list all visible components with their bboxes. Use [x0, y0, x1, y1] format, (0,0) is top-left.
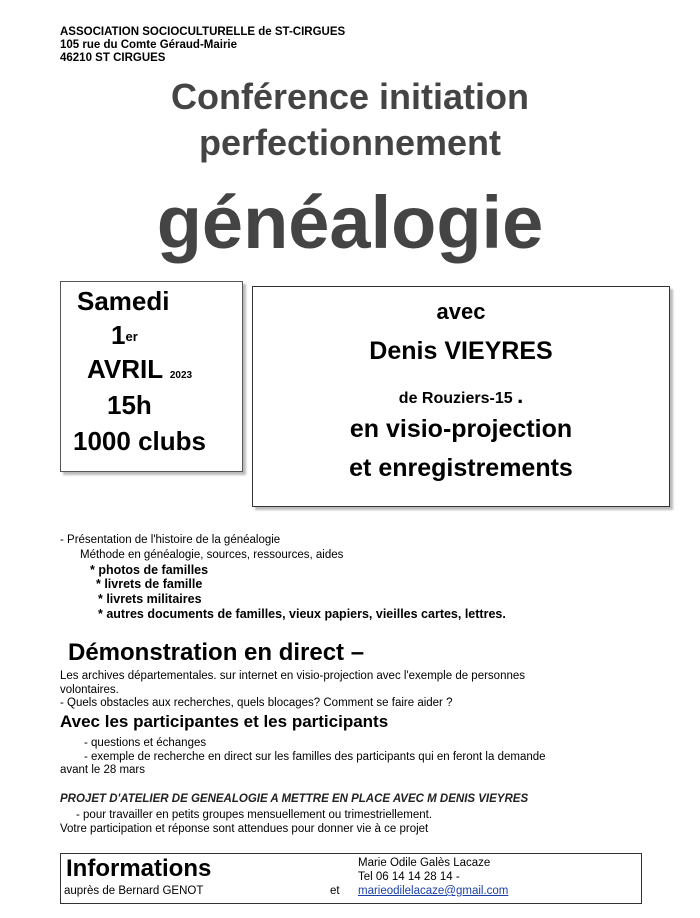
org-address: 105 rue du Comte Géraud-Mairie — [60, 39, 238, 51]
speaker-name: Denis VIEYRES — [369, 337, 553, 365]
info-et: et — [330, 885, 340, 897]
demo-heading: Démonstration en direct – — [68, 639, 365, 666]
contact-name: Marie Odile Galès Lacaze — [358, 857, 491, 869]
projet-line-1: - pour travailler en petits groupes mensuellement ou trimestriellement. — [76, 809, 433, 821]
projet-line-2: Votre participation et réponse sont attendues pour donner vie à ce projet — [60, 822, 429, 835]
demo-line-2: volontaires. — [60, 683, 119, 696]
list-item: * livrets militaires — [98, 592, 202, 607]
participants-line-3: avant le 28 mars — [60, 764, 146, 776]
contact-phone: Tel 06 14 14 28 14 - — [358, 871, 460, 883]
title-main: généalogie — [156, 181, 544, 264]
speaker-origin — [253, 383, 669, 409]
event-time: 15h — [107, 390, 152, 420]
demo-line-1: Les archives départementales. sur internet en visio-projection avec l'exemple de personnes — [60, 670, 526, 682]
organization-header — [60, 26, 345, 65]
date-box — [60, 281, 243, 472]
participants-heading: Avec les participantes et les participants — [60, 712, 389, 731]
program-list — [60, 533, 506, 622]
list-item: * livrets de famille — [96, 577, 203, 592]
date-num: 1 — [111, 320, 126, 350]
participants-line-1: - questions et échanges — [84, 737, 207, 749]
speaker-with: avec — [436, 299, 486, 324]
speaker-line-4: en visio-projection — [349, 415, 573, 443]
event-place: 1000 clubs — [73, 426, 206, 456]
program-method: Méthode en généalogie, sources, ressources, aides — [80, 548, 344, 561]
projet-heading: PROJET D'ATELIER DE GENEALOGIE A METTRE EN PLACE AVEC M DENIS VIEYRES — [60, 793, 529, 805]
title-line-1: Conférence initiation — [170, 76, 530, 117]
info-aupres: auprès de Bernard GENOT — [64, 885, 204, 897]
demo-text — [60, 670, 660, 711]
contact-email-link[interactable]: marieodilelacaze@gmail.com — [358, 885, 509, 897]
date-number — [111, 320, 138, 350]
demo-line-3: - Quels obstacles aux recherches, quels blocages? Comment se faire aider ? — [60, 697, 453, 709]
participants-text — [60, 737, 660, 778]
info-contact — [358, 856, 508, 898]
title-line-2: perfectionnement — [198, 122, 502, 163]
date-month — [87, 354, 192, 391]
list-item: * photos de familles — [90, 562, 209, 577]
list-item: * autres documents de familles, vieux papiers, vieilles cartes, lettres. — [98, 606, 506, 621]
origin-dot: . — [517, 383, 524, 408]
month-text: AVRIL — [87, 354, 163, 384]
date-day: Samedi — [77, 286, 170, 316]
program-intro: - Présentation de l'histoire de la généalogie — [60, 534, 281, 546]
org-name: ASSOCIATION SOCIOCULTURELLE de ST-CIRGUES — [60, 26, 346, 38]
participants-line-2: - exemple de recherche en direct sur les familles des participants qui en feront la demande — [84, 750, 546, 763]
projet-text — [60, 809, 660, 836]
origin-text: de Rouziers-15 — [398, 390, 513, 407]
speaker-box — [252, 286, 670, 507]
speaker-line-5: et enregistrements — [349, 454, 573, 482]
info-title: Informations — [66, 855, 212, 882]
date-year: 2023 — [169, 370, 193, 381]
date-sup: er — [125, 329, 138, 344]
org-city: 46210 ST CIRGUES — [60, 52, 166, 64]
